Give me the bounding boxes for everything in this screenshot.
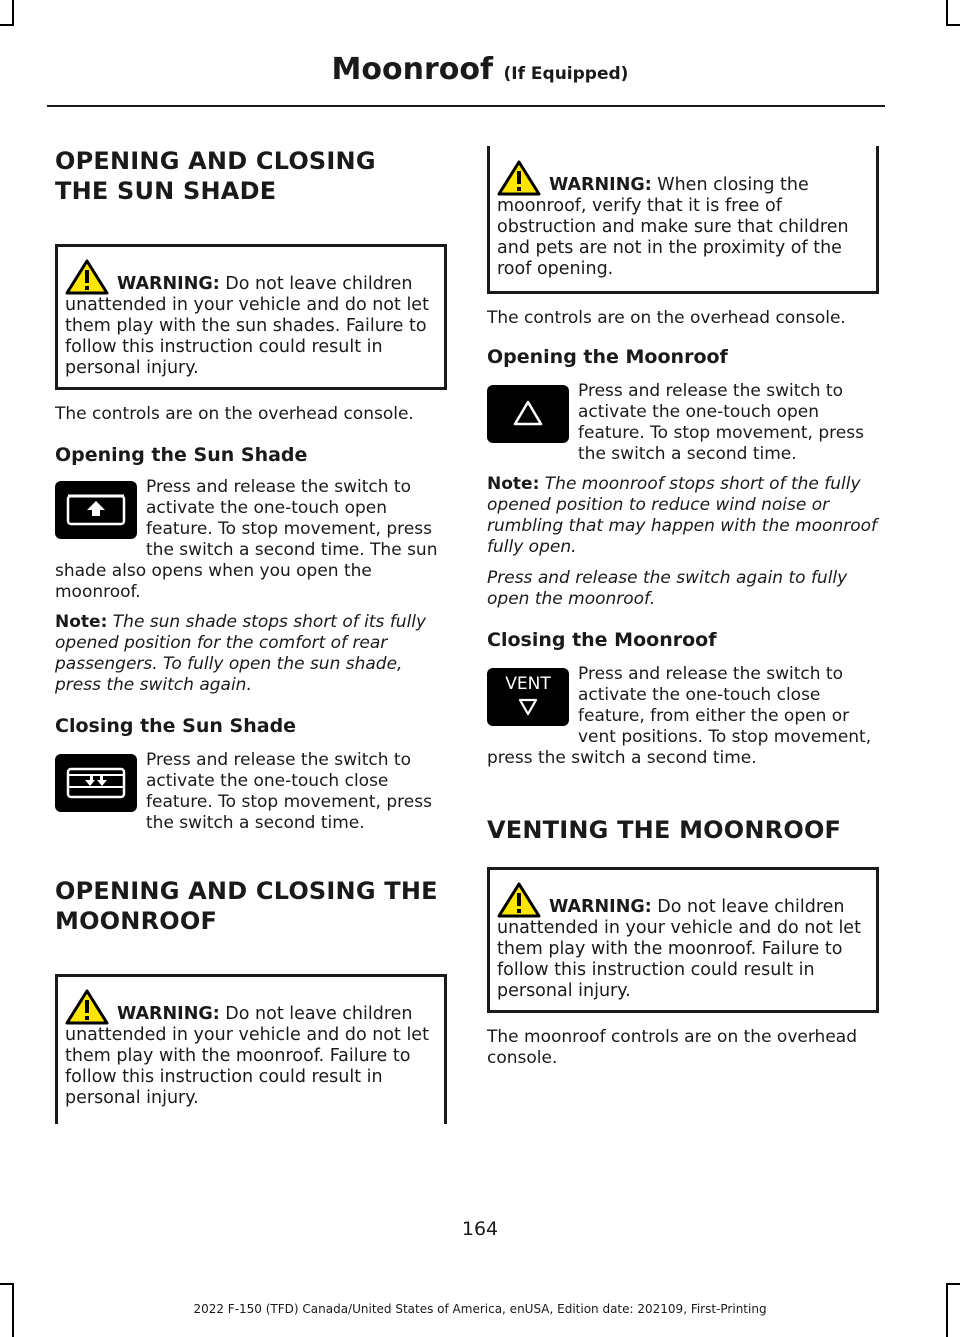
right-column (487, 146, 879, 1069)
note-moonroof (487, 474, 879, 558)
note-text: The moonroof stops short of the fully opened position to reduce wind noise or rumbling that may happen with the moonroof fully open. (487, 474, 877, 557)
closing-moonroof-text: Press and release the switch to activate the one-touch close feature, from either the open or vent positions. To stop movement, press the switch a second time. (487, 664, 872, 768)
heading-opening-sun-shade: Opening the Sun Shade (55, 444, 308, 466)
opening-moonroof-text: Press and release the switch to activate the one-touch open feature. To stop movement, press the switch a second time. (578, 381, 864, 464)
warning-triangle-icon (497, 160, 541, 196)
closing-sun-shade-text: Press and release the switch to activate the one-touch close feature. To stop movement, press the switch a second time. (146, 750, 432, 833)
header-subtitle: (If Equipped) (503, 64, 629, 84)
vent-label: VENT (505, 674, 551, 694)
crop-mark (12, 0, 14, 26)
note-label: Note: (55, 612, 108, 632)
moonroof-open-switch-icon (487, 385, 569, 443)
crop-mark (948, 24, 960, 26)
section-title-sun-shade: OPENING AND CLOSING THE SUN SHADE (55, 147, 376, 205)
sun-shade-close-switch-icon (55, 754, 137, 812)
note-text: The sun shade stops short of its fully opened position for the comfort of rear passengers. To fully open the sun shade, press the switch again. (55, 612, 427, 695)
note-label: Note: (487, 474, 540, 494)
warning-label: WARNING: (117, 1004, 220, 1024)
crop-mark (946, 0, 948, 26)
crop-mark (0, 1283, 12, 1285)
heading-closing-moonroof: Closing the Moonroof (487, 629, 717, 651)
warning-box-moonroof (55, 974, 447, 1124)
warning-triangle-icon (65, 989, 109, 1025)
closing-sun-shade-block (55, 750, 447, 834)
warning-box-venting (487, 867, 879, 1013)
note-sun-shade (55, 612, 447, 696)
warning-text: Do not leave children unattended in your vehicle and do not let them play with the sun shades. Failure to follow this instruction could result in personal injury. (65, 274, 429, 378)
crop-mark (0, 24, 12, 26)
moonroof-vent-close-switch-icon (487, 668, 569, 726)
section-title-venting: VENTING THE MOONROOF (487, 816, 842, 844)
controls-location-text: The controls are on the overhead console. (487, 308, 846, 328)
opening-moonroof-block (487, 381, 879, 465)
sun-shade-open-switch-icon (55, 481, 137, 539)
warning-label: WARNING: (117, 274, 220, 294)
heading-closing-sun-shade: Closing the Sun Shade (55, 715, 297, 737)
page-header (0, 52, 960, 87)
header-rule (47, 105, 885, 107)
warning-box-closing-moonroof (487, 146, 879, 294)
controls-location-text: The controls are on the overhead console. (55, 404, 414, 424)
crop-mark (948, 1283, 960, 1285)
edition-info: 2022 F-150 (TFD) Canada/United States of America, enUSA, Edition date: 202109, First-Printing (193, 1302, 767, 1316)
section-title-moonroof: OPENING AND CLOSING THE MOONROOF (55, 877, 438, 935)
warning-box-sun-shade (55, 244, 447, 390)
warning-triangle-icon (65, 259, 109, 295)
header-title: Moonroof (331, 52, 494, 87)
warning-text: Do not leave children unattended in your vehicle and do not let them play with the moonroof. Failure to follow this instruction could result in personal injury. (497, 897, 861, 1001)
warning-text: When closing the moonroof, verify that it is free of obstruction and make sure that children and pets are not in the proximity of the roof opening. (497, 175, 849, 279)
left-column (55, 146, 447, 1124)
warning-label: WARNING: (549, 897, 652, 917)
opening-sun-shade-text: Press and release the switch to activate the one-touch open feature. To stop movement, press the switch a second time. The sun shade also opens when you open the moonroof. (55, 477, 438, 602)
warning-text: Do not leave children unattended in your vehicle and do not let them play with the moonroof. Failure to follow this instruction could result in personal injury. (65, 1004, 429, 1108)
heading-opening-moonroof: Opening the Moonroof (487, 346, 728, 368)
note-moonroof-extra: Press and release the switch again to fully open the moonroof. (487, 568, 848, 609)
warning-label: WARNING: (549, 175, 652, 195)
page-number: 164 (461, 1218, 499, 1240)
closing-moonroof-block (487, 664, 879, 769)
venting-controls-text: The moonroof controls are on the overhead console. (487, 1027, 857, 1068)
warning-triangle-icon (497, 882, 541, 918)
opening-sun-shade-block (55, 477, 447, 603)
